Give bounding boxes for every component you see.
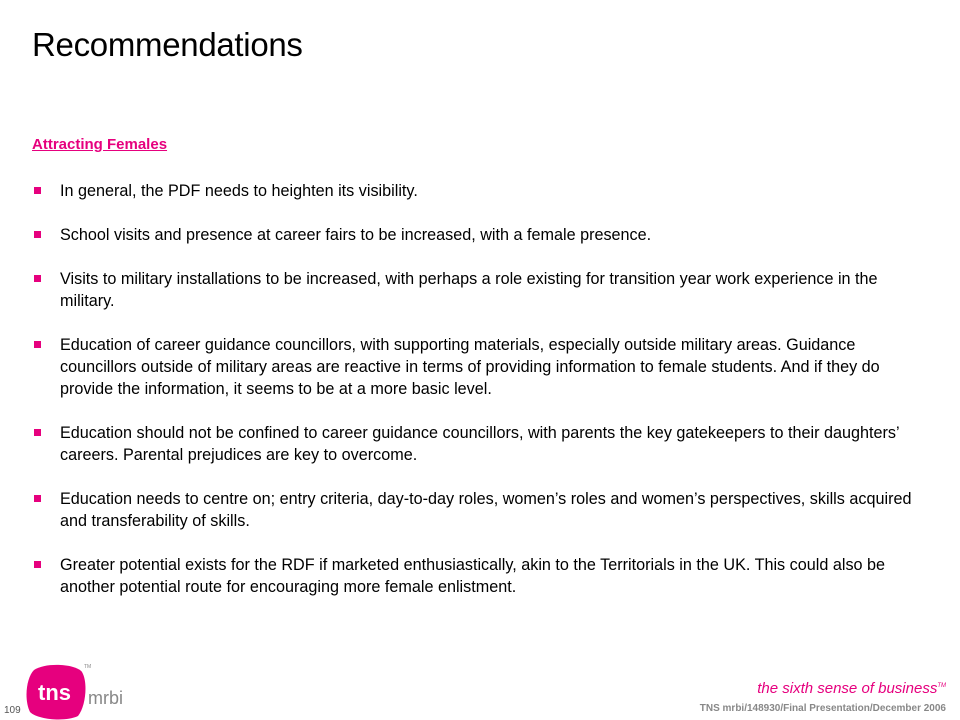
bullet-text: School visits and presence at career fairs to be increased, with a female presence.: [60, 226, 652, 244]
bullet-item: [32, 488, 912, 532]
footer-reference: TNS mrbi/148930/Final Presentation/December 2006: [699, 703, 946, 714]
bullet-text: In general, the PDF needs to heighten its visibility.: [60, 182, 418, 200]
pink-square-bullet-icon: [34, 429, 41, 436]
bullet-item: [32, 422, 912, 466]
bullet-item: [32, 268, 912, 312]
logo-suffix-text: mrbi: [88, 688, 123, 708]
bullet-item: [32, 554, 912, 598]
tagline-tm: TM: [937, 683, 946, 689]
tagline-text: the sixth sense of business: [757, 680, 938, 697]
bullet-item: [32, 334, 912, 400]
pink-square-bullet-icon: [34, 561, 41, 568]
logo-tm: TM: [84, 664, 92, 670]
pink-square-bullet-icon: [34, 275, 41, 282]
pink-square-bullet-icon: [34, 341, 41, 348]
pink-square-bullet-icon: [34, 495, 41, 502]
tagline: [757, 680, 946, 697]
bullet-text: Greater potential exists for the RDF if marketed enthusiastically, akin to the Territorials in the UK. This could also be another potential route for encouraging more female enlistment.: [60, 556, 886, 596]
page-title: Recommendations: [32, 26, 303, 63]
tns-mrbi-logo: [26, 660, 126, 720]
bullet-text: Education should not be confined to career guidance councillors, with parents the key gatekeepers to their daughters’ careers. Parental prejudices are key to overcome.: [60, 424, 899, 464]
bullet-item: [32, 180, 912, 202]
logo-brand-text: tns: [38, 680, 71, 705]
bullet-text: Education needs to centre on; entry criteria, day-to-day roles, women’s roles and women’s perspectives, skills acquired and transferability of skills.: [60, 490, 912, 530]
pink-square-bullet-icon: [34, 187, 41, 194]
pink-square-bullet-icon: [34, 231, 41, 238]
section-subheading: Attracting Females: [32, 136, 168, 153]
bullet-list: [32, 180, 912, 620]
bullet-item: [32, 224, 912, 246]
page-number: 109: [4, 705, 21, 716]
bullet-text: Education of career guidance councillors, with supporting materials, especially outside military areas. Guidance councillors outside of military areas are reactive in terms of providing information to female students. And if they do provide the information, it seems to be at a more basic level.: [60, 336, 880, 398]
bullet-text: Visits to military installations to be increased, with perhaps a role existing for transition year work experience in the military.: [60, 270, 878, 310]
